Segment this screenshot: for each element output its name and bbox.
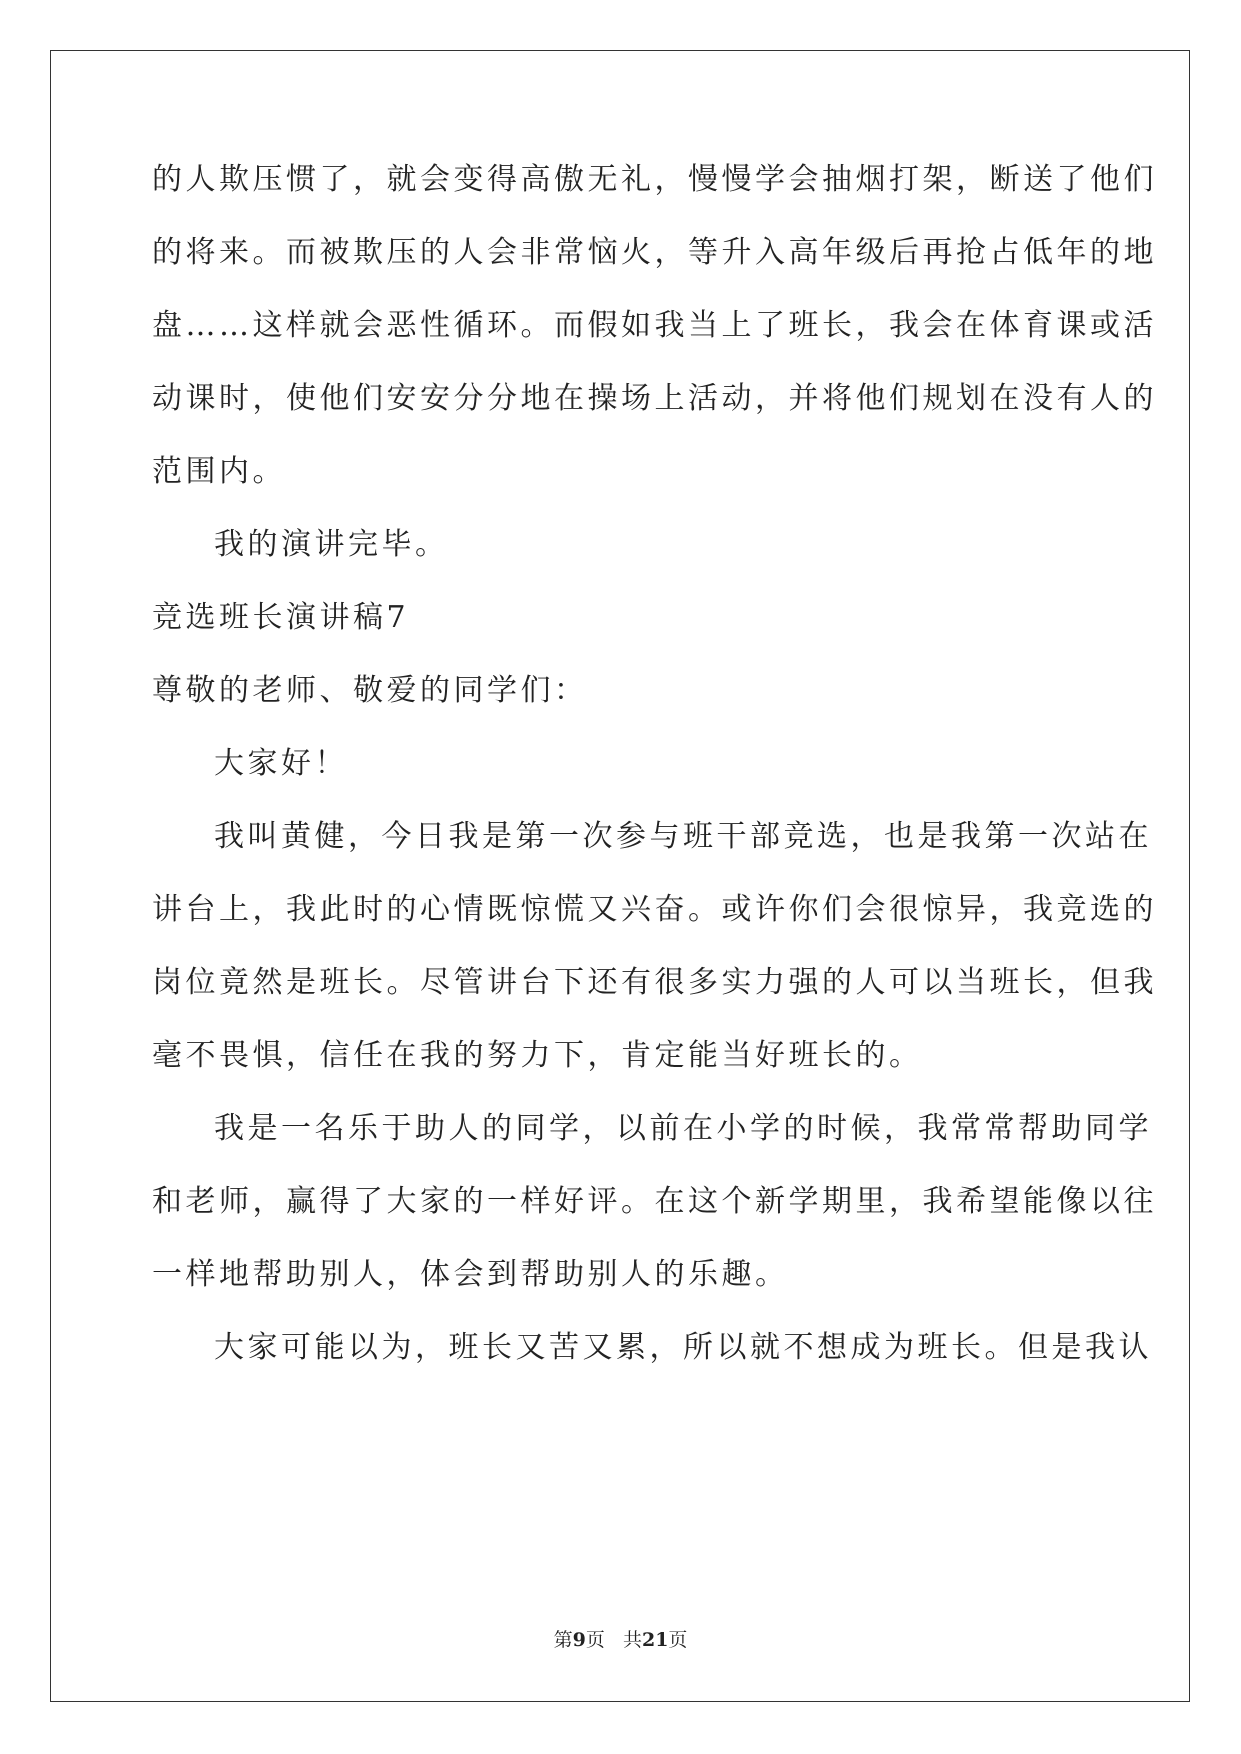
- text-line-2: 的将来。而被欺压的人会非常恼火，等升入高年级后再抢占低年的地: [152, 235, 1157, 270]
- page-footer: [0, 1628, 1241, 1652]
- total-pages: 21: [641, 1629, 669, 1651]
- text-line-14: 我是一名乐于助人的同学，以前在小学的时候，我常常帮助同学: [214, 1111, 1152, 1146]
- total-prefix: 共: [622, 1629, 642, 1651]
- closing-line: 我的演讲完毕。: [214, 527, 449, 562]
- text-line-4: 动课时，使他们安安分分地在操场上活动，并将他们规划在没有人的: [152, 381, 1157, 416]
- text-line-15: 和老师，赢得了大家的一样好评。在这个新学期里，我希望能像以往: [152, 1184, 1157, 1219]
- text-line-16: 一样地帮助别人，体会到帮助别人的乐趣。: [152, 1257, 789, 1292]
- text-line-11: 讲台上，我此时的心情既惊慌又兴奋。或许你们会很惊异，我竞选的: [152, 892, 1157, 927]
- total-suffix: 页: [668, 1629, 688, 1651]
- salutation: 尊敬的老师、敬爱的同学们：: [152, 673, 588, 708]
- page-suffix: 页: [585, 1629, 605, 1651]
- text-line-1: 的人欺压惯了，就会变得高傲无礼，慢慢学会抽烟打架，断送了他们: [152, 162, 1157, 197]
- page-number: 9: [572, 1629, 586, 1651]
- page-border: [50, 50, 1190, 1702]
- greeting: 大家好！: [214, 746, 348, 781]
- section-title: 竞选班长演讲稿7: [152, 600, 410, 635]
- text-line-13: 毫不畏惧，信任在我的努力下，肯定能当好班长的。: [152, 1038, 923, 1073]
- text-line-5: 范围内。: [152, 454, 286, 489]
- text-line-10: 我叫黄健，今日我是第一次参与班干部竞选，也是我第一次站在: [214, 819, 1152, 854]
- text-line-12: 岗位竟然是班长。尽管讲台下还有很多实力强的人可以当班长，但我: [152, 965, 1157, 1000]
- page-prefix: 第: [553, 1629, 573, 1651]
- text-line-17: 大家可能以为，班长又苦又累，所以就不想成为班长。但是我认: [214, 1330, 1152, 1365]
- text-line-3: 盘……这样就会恶性循环。而假如我当上了班长，我会在体育课或活: [152, 308, 1157, 343]
